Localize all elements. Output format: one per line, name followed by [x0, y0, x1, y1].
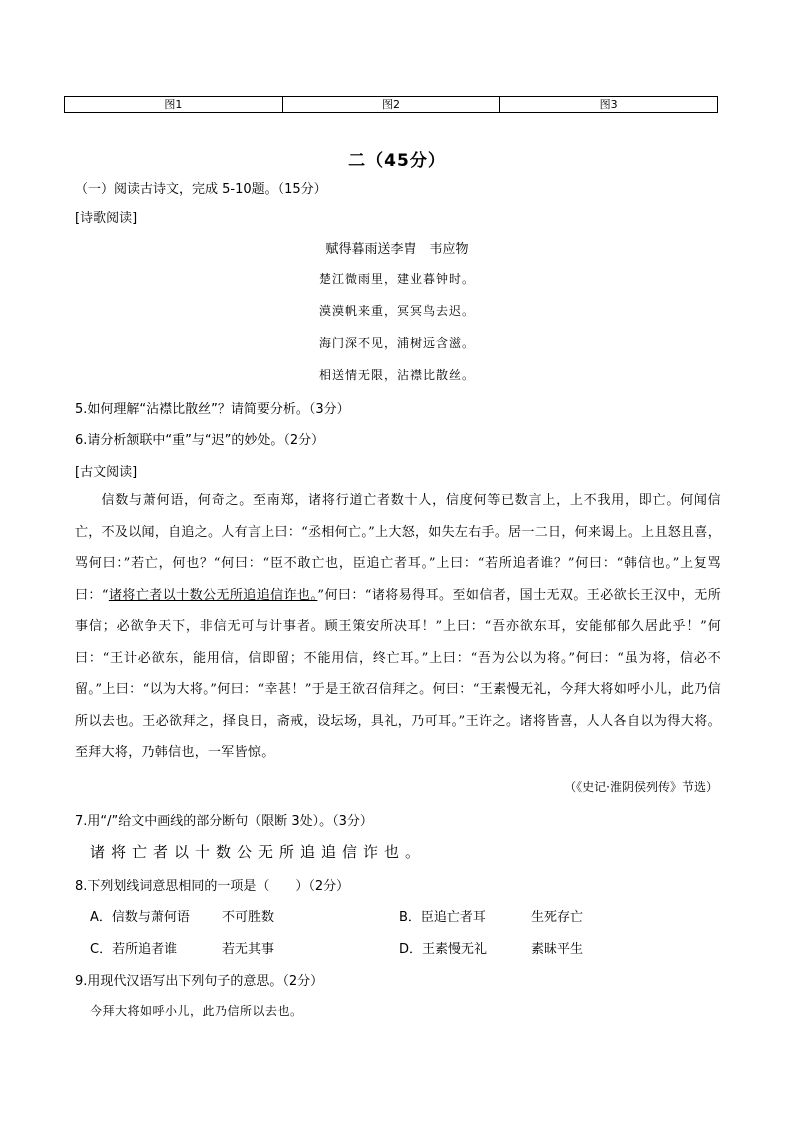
prose-text-before: 信数与萧何语，何奇之。至南郑，诸将行道亡者数十人，信度何等已数言上，上不我用，即亡。何闻信亡，不及以闻，自追之。人有言上曰：“丞相何亡。”上大怒，如失左右手。居一二日，何来谒上。上且怒且喜，骂何曰：”若亡，何也？“何曰：“臣不敢亡也，臣追亡者耳。”上曰：“若所追者谁？”何曰：“韩信也。”上复骂曰：“ [75, 493, 721, 603]
poetry-reading-label: [诗歌阅读] [75, 211, 138, 226]
poem-title: 赋得暮雨送李胄 韦应物 [325, 242, 469, 257]
option-d-pair: 素昧平生 [531, 942, 584, 957]
question-8: 8.下列划线词意思相同的一项是（ ）（2分） [75, 879, 350, 894]
poem-line-4: 相送情无限，沾襟比散丝。 [318, 368, 475, 382]
passage-source: （《史记·淮阴侯列传》节选） [564, 780, 718, 794]
option-b-label: B．臣追亡者耳 [399, 910, 486, 925]
prose-text-after: ”何曰：“诸将易得耳。至如信者，国士无双。王必欲长王汉中，无所事信；必欲争天下，非信无可与计事者。顾王策安所决耳！”上曰：“吾亦欲东耳，安能郁郁久居此乎！”何曰：“王计必欲东，能用信，信即留；不能用信，终亡耳。”上曰：“吾为公以为将。”何曰：“虽为将，信必不留。”上曰：“以为大将。”何曰：“幸甚！”于是王欲召信拜之。何曰：“王素慢无礼，今拜大将如呼小儿，此乃信所以去也。王必欲拜之，择良日，斋戒，设坛场，具礼，乃可耳。”王许之。诸将皆喜，人人各自以为得大将。至拜大将，乃韩信也，一军皆惊。 [75, 587, 722, 760]
option-c-label: C．若所追者谁 [90, 942, 178, 957]
prose-reading-label: [古文阅读] [75, 465, 138, 480]
section-title: 二（45分） [348, 151, 446, 171]
question-6: 6.请分析颔联中“重”与“迟”的妙处。（2分） [75, 433, 325, 448]
prose-passage [75, 485, 721, 769]
option-a-label: A．信数与萧何语 [90, 910, 190, 925]
question-9: 9.用现代汉语写出下列句子的意思。（2分） [75, 974, 324, 989]
prose-underlined-sentence: 诸将亡者以十数公无所追追信诈也。 [108, 587, 318, 603]
poem-line-2: 漠漠帆来重，冥冥鸟去迟。 [318, 304, 475, 318]
poem-line-1: 楚江微雨里，建业暮钟时。 [318, 272, 475, 286]
figure-caption-2: 图2 [282, 97, 500, 113]
figure-caption-table [64, 96, 718, 113]
q7-sentence: 诸将亡者以十数公无所追追信诈也。 [90, 843, 427, 861]
poem-line-3: 海门深不见，浦树远含滋。 [318, 336, 475, 350]
q9-sentence: 今拜大将如呼小儿，此乃信所以去也。 [90, 1004, 303, 1018]
question-7: 7.用“/”给文中画线的部分断句（限断 3处）。（3分） [75, 814, 373, 829]
figure-caption-3: 图3 [500, 97, 718, 113]
option-a-pair: 不可胜数 [222, 910, 275, 925]
option-c-pair: 若无其事 [222, 942, 275, 957]
figure-caption-1: 图1 [65, 97, 283, 113]
option-d-label: D．王素慢无礼 [399, 942, 488, 957]
option-b-pair: 生死存亡 [531, 910, 584, 925]
question-5: 5.如何理解“沾襟比散丝”？请简要分析。（3分） [75, 402, 350, 417]
part1-heading: （一）阅读古诗文，完成 5-10题。（15分） [75, 182, 327, 197]
